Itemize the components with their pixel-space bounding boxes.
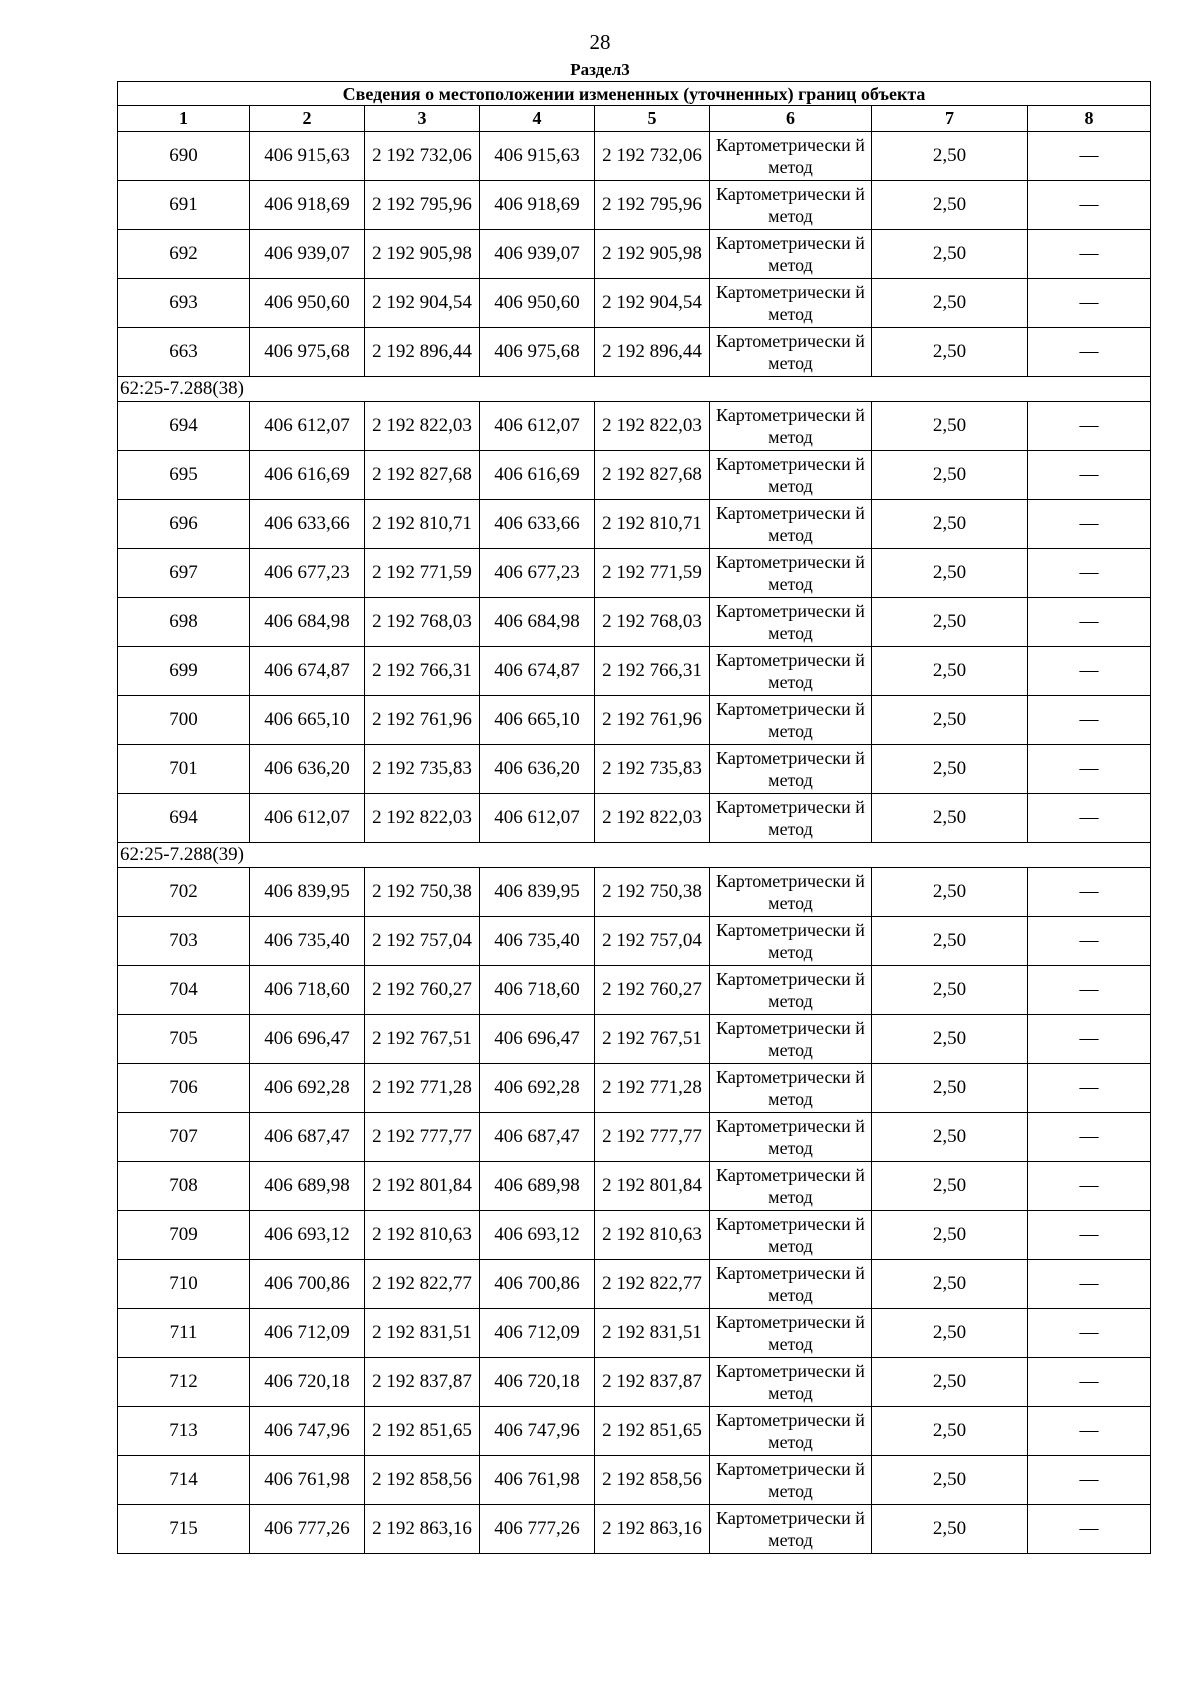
accuracy-cell: 2,50 bbox=[872, 279, 1028, 328]
x-new-cell: 406 718,60 bbox=[480, 966, 595, 1015]
y-new-cell: 2 192 904,54 bbox=[595, 279, 710, 328]
description-cell: — bbox=[1028, 1064, 1151, 1113]
accuracy-cell: 2,50 bbox=[872, 402, 1028, 451]
point-number-cell: 706 bbox=[118, 1064, 250, 1113]
y-new-cell: 2 192 771,59 bbox=[595, 549, 710, 598]
method-cell: Картометрически й метод bbox=[710, 917, 872, 966]
y-new-cell: 2 192 822,03 bbox=[595, 402, 710, 451]
x-new-cell: 406 633,66 bbox=[480, 500, 595, 549]
method-cell: Картометрически й метод bbox=[710, 1064, 872, 1113]
table-row bbox=[118, 500, 1151, 549]
x-new-cell: 406 735,40 bbox=[480, 917, 595, 966]
y-old-cell: 2 192 801,84 bbox=[365, 1162, 480, 1211]
description-cell: — bbox=[1028, 1211, 1151, 1260]
y-old-cell: 2 192 766,31 bbox=[365, 647, 480, 696]
method-cell: Картометрически й метод bbox=[710, 1015, 872, 1064]
table-row bbox=[118, 1162, 1151, 1211]
method-cell: Картометрически й метод bbox=[710, 500, 872, 549]
method-cell: Картометрически й метод bbox=[710, 1260, 872, 1309]
method-cell: Картометрически й метод bbox=[710, 1505, 872, 1554]
x-new-cell: 406 674,87 bbox=[480, 647, 595, 696]
x-old-cell: 406 636,20 bbox=[250, 745, 365, 794]
description-cell: — bbox=[1028, 868, 1151, 917]
y-old-cell: 2 192 822,77 bbox=[365, 1260, 480, 1309]
y-old-cell: 2 192 822,03 bbox=[365, 402, 480, 451]
y-old-cell: 2 192 810,71 bbox=[365, 500, 480, 549]
y-old-cell: 2 192 858,56 bbox=[365, 1456, 480, 1505]
accuracy-cell: 2,50 bbox=[872, 500, 1028, 549]
y-old-cell: 2 192 761,96 bbox=[365, 696, 480, 745]
table-row bbox=[118, 868, 1151, 917]
description-cell: — bbox=[1028, 917, 1151, 966]
point-number-cell: 713 bbox=[118, 1407, 250, 1456]
column-number-2: 2 bbox=[250, 106, 365, 132]
y-old-cell: 2 192 827,68 bbox=[365, 451, 480, 500]
description-cell: — bbox=[1028, 181, 1151, 230]
method-cell: Картометрически й метод bbox=[710, 181, 872, 230]
group-label: 62:25-7.288(39) bbox=[118, 843, 1151, 868]
description-cell: — bbox=[1028, 794, 1151, 843]
y-old-cell: 2 192 732,06 bbox=[365, 132, 480, 181]
point-number-cell: 702 bbox=[118, 868, 250, 917]
description-cell: — bbox=[1028, 132, 1151, 181]
table-row bbox=[118, 647, 1151, 696]
method-cell: Картометрически й метод bbox=[710, 966, 872, 1015]
page-number: 28 bbox=[589, 30, 611, 54]
description-cell: — bbox=[1028, 1015, 1151, 1064]
description-cell: — bbox=[1028, 1505, 1151, 1554]
x-new-cell: 406 689,98 bbox=[480, 1162, 595, 1211]
y-old-cell: 2 192 837,87 bbox=[365, 1358, 480, 1407]
point-number-cell: 708 bbox=[118, 1162, 250, 1211]
y-new-cell: 2 192 761,96 bbox=[595, 696, 710, 745]
section-title: Раздел3 bbox=[570, 60, 630, 79]
point-number-cell: 697 bbox=[118, 549, 250, 598]
table-row bbox=[118, 1015, 1151, 1064]
accuracy-cell: 2,50 bbox=[872, 1162, 1028, 1211]
point-number-cell: 694 bbox=[118, 402, 250, 451]
x-new-cell: 406 700,86 bbox=[480, 1260, 595, 1309]
column-number-4: 4 bbox=[480, 106, 595, 132]
table-row bbox=[118, 1358, 1151, 1407]
x-old-cell: 406 735,40 bbox=[250, 917, 365, 966]
method-cell: Картометрически й метод bbox=[710, 1358, 872, 1407]
method-cell: Картометрически й метод bbox=[710, 794, 872, 843]
x-old-cell: 406 684,98 bbox=[250, 598, 365, 647]
accuracy-cell: 2,50 bbox=[872, 1309, 1028, 1358]
point-number-cell: 693 bbox=[118, 279, 250, 328]
method-cell: Картометрически й метод bbox=[710, 328, 872, 377]
accuracy-cell: 2,50 bbox=[872, 868, 1028, 917]
x-new-cell: 406 939,07 bbox=[480, 230, 595, 279]
table-row bbox=[118, 402, 1151, 451]
x-old-cell: 406 915,63 bbox=[250, 132, 365, 181]
table-row bbox=[118, 181, 1151, 230]
method-cell: Картометрически й метод bbox=[710, 279, 872, 328]
x-new-cell: 406 950,60 bbox=[480, 279, 595, 328]
x-old-cell: 406 839,95 bbox=[250, 868, 365, 917]
y-new-cell: 2 192 757,04 bbox=[595, 917, 710, 966]
x-old-cell: 406 720,18 bbox=[250, 1358, 365, 1407]
x-old-cell: 406 761,98 bbox=[250, 1456, 365, 1505]
method-cell: Картометрически й метод bbox=[710, 132, 872, 181]
y-old-cell: 2 192 777,77 bbox=[365, 1113, 480, 1162]
accuracy-cell: 2,50 bbox=[872, 745, 1028, 794]
y-old-cell: 2 192 757,04 bbox=[365, 917, 480, 966]
point-number-cell: 711 bbox=[118, 1309, 250, 1358]
group-label: 62:25-7.288(38) bbox=[118, 377, 1151, 402]
y-new-cell: 2 192 810,63 bbox=[595, 1211, 710, 1260]
table-row bbox=[118, 696, 1151, 745]
x-old-cell: 406 693,12 bbox=[250, 1211, 365, 1260]
y-new-cell: 2 192 851,65 bbox=[595, 1407, 710, 1456]
point-number-cell: 663 bbox=[118, 328, 250, 377]
point-number-cell: 703 bbox=[118, 917, 250, 966]
x-old-cell: 406 616,69 bbox=[250, 451, 365, 500]
column-number-6: 6 bbox=[710, 106, 872, 132]
description-cell: — bbox=[1028, 230, 1151, 279]
table-row bbox=[118, 1211, 1151, 1260]
y-new-cell: 2 192 766,31 bbox=[595, 647, 710, 696]
accuracy-cell: 2,50 bbox=[872, 328, 1028, 377]
y-old-cell: 2 192 768,03 bbox=[365, 598, 480, 647]
method-cell: Картометрически й метод bbox=[710, 745, 872, 794]
x-old-cell: 406 718,60 bbox=[250, 966, 365, 1015]
x-new-cell: 406 975,68 bbox=[480, 328, 595, 377]
x-old-cell: 406 612,07 bbox=[250, 794, 365, 843]
y-new-cell: 2 192 732,06 bbox=[595, 132, 710, 181]
y-new-cell: 2 192 827,68 bbox=[595, 451, 710, 500]
accuracy-cell: 2,50 bbox=[872, 132, 1028, 181]
point-number-cell: 694 bbox=[118, 794, 250, 843]
table-row bbox=[118, 1407, 1151, 1456]
table-row bbox=[118, 328, 1151, 377]
y-old-cell: 2 192 735,83 bbox=[365, 745, 480, 794]
method-cell: Картометрически й метод bbox=[710, 451, 872, 500]
x-old-cell: 406 939,07 bbox=[250, 230, 365, 279]
point-number-cell: 695 bbox=[118, 451, 250, 500]
description-cell: — bbox=[1028, 745, 1151, 794]
x-old-cell: 406 633,66 bbox=[250, 500, 365, 549]
table-row bbox=[118, 132, 1151, 181]
x-old-cell: 406 950,60 bbox=[250, 279, 365, 328]
method-cell: Картометрически й метод bbox=[710, 696, 872, 745]
description-cell: — bbox=[1028, 500, 1151, 549]
y-new-cell: 2 192 735,83 bbox=[595, 745, 710, 794]
table-row bbox=[118, 917, 1151, 966]
table-row bbox=[118, 1505, 1151, 1554]
x-new-cell: 406 684,98 bbox=[480, 598, 595, 647]
method-cell: Картометрически й метод bbox=[710, 868, 872, 917]
description-cell: — bbox=[1028, 1260, 1151, 1309]
description-cell: — bbox=[1028, 402, 1151, 451]
accuracy-cell: 2,50 bbox=[872, 1358, 1028, 1407]
description-cell: — bbox=[1028, 1358, 1151, 1407]
point-number-cell: 700 bbox=[118, 696, 250, 745]
column-number-8: 8 bbox=[1028, 106, 1151, 132]
point-number-cell: 709 bbox=[118, 1211, 250, 1260]
x-old-cell: 406 689,98 bbox=[250, 1162, 365, 1211]
y-old-cell: 2 192 851,65 bbox=[365, 1407, 480, 1456]
x-old-cell: 406 700,86 bbox=[250, 1260, 365, 1309]
y-new-cell: 2 192 822,03 bbox=[595, 794, 710, 843]
y-new-cell: 2 192 858,56 bbox=[595, 1456, 710, 1505]
column-number-row bbox=[118, 106, 1151, 132]
group-row bbox=[118, 843, 1151, 868]
accuracy-cell: 2,50 bbox=[872, 917, 1028, 966]
column-number-5: 5 bbox=[595, 106, 710, 132]
x-new-cell: 406 665,10 bbox=[480, 696, 595, 745]
y-new-cell: 2 192 810,71 bbox=[595, 500, 710, 549]
y-old-cell: 2 192 771,28 bbox=[365, 1064, 480, 1113]
method-cell: Картометрически й метод bbox=[710, 1113, 872, 1162]
x-old-cell: 406 677,23 bbox=[250, 549, 365, 598]
accuracy-cell: 2,50 bbox=[872, 1064, 1028, 1113]
point-number-cell: 705 bbox=[118, 1015, 250, 1064]
point-number-cell: 692 bbox=[118, 230, 250, 279]
y-new-cell: 2 192 905,98 bbox=[595, 230, 710, 279]
method-cell: Картометрически й метод bbox=[710, 402, 872, 451]
point-number-cell: 710 bbox=[118, 1260, 250, 1309]
y-old-cell: 2 192 771,59 bbox=[365, 549, 480, 598]
accuracy-cell: 2,50 bbox=[872, 966, 1028, 1015]
accuracy-cell: 2,50 bbox=[872, 696, 1028, 745]
table-row bbox=[118, 549, 1151, 598]
x-old-cell: 406 712,09 bbox=[250, 1309, 365, 1358]
description-cell: — bbox=[1028, 696, 1151, 745]
y-old-cell: 2 192 863,16 bbox=[365, 1505, 480, 1554]
group-row bbox=[118, 377, 1151, 402]
accuracy-cell: 2,50 bbox=[872, 1015, 1028, 1064]
x-new-cell: 406 712,09 bbox=[480, 1309, 595, 1358]
x-old-cell: 406 692,28 bbox=[250, 1064, 365, 1113]
x-old-cell: 406 918,69 bbox=[250, 181, 365, 230]
y-new-cell: 2 192 822,77 bbox=[595, 1260, 710, 1309]
x-new-cell: 406 915,63 bbox=[480, 132, 595, 181]
point-number-cell: 699 bbox=[118, 647, 250, 696]
y-old-cell: 2 192 896,44 bbox=[365, 328, 480, 377]
y-old-cell: 2 192 750,38 bbox=[365, 868, 480, 917]
table-row bbox=[118, 794, 1151, 843]
column-number-1: 1 bbox=[118, 106, 250, 132]
point-number-cell: 707 bbox=[118, 1113, 250, 1162]
y-new-cell: 2 192 837,87 bbox=[595, 1358, 710, 1407]
method-cell: Картометрически й метод bbox=[710, 647, 872, 696]
point-number-cell: 712 bbox=[118, 1358, 250, 1407]
x-new-cell: 406 696,47 bbox=[480, 1015, 595, 1064]
y-new-cell: 2 192 750,38 bbox=[595, 868, 710, 917]
y-old-cell: 2 192 795,96 bbox=[365, 181, 480, 230]
description-cell: — bbox=[1028, 451, 1151, 500]
y-old-cell: 2 192 760,27 bbox=[365, 966, 480, 1015]
x-old-cell: 406 665,10 bbox=[250, 696, 365, 745]
x-new-cell: 406 839,95 bbox=[480, 868, 595, 917]
y-new-cell: 2 192 801,84 bbox=[595, 1162, 710, 1211]
method-cell: Картометрически й метод bbox=[710, 549, 872, 598]
x-new-cell: 406 777,26 bbox=[480, 1505, 595, 1554]
y-new-cell: 2 192 767,51 bbox=[595, 1015, 710, 1064]
table-row bbox=[118, 451, 1151, 500]
point-number-cell: 715 bbox=[118, 1505, 250, 1554]
y-new-cell: 2 192 795,96 bbox=[595, 181, 710, 230]
method-cell: Картометрически й метод bbox=[710, 1162, 872, 1211]
accuracy-cell: 2,50 bbox=[872, 1407, 1028, 1456]
x-new-cell: 406 616,69 bbox=[480, 451, 595, 500]
description-cell: — bbox=[1028, 966, 1151, 1015]
description-cell: — bbox=[1028, 279, 1151, 328]
column-number-3: 3 bbox=[365, 106, 480, 132]
y-new-cell: 2 192 863,16 bbox=[595, 1505, 710, 1554]
accuracy-cell: 2,50 bbox=[872, 1456, 1028, 1505]
description-cell: — bbox=[1028, 328, 1151, 377]
accuracy-cell: 2,50 bbox=[872, 794, 1028, 843]
y-old-cell: 2 192 767,51 bbox=[365, 1015, 480, 1064]
description-cell: — bbox=[1028, 647, 1151, 696]
accuracy-cell: 2,50 bbox=[872, 1113, 1028, 1162]
method-cell: Картометрически й метод bbox=[710, 1309, 872, 1358]
accuracy-cell: 2,50 bbox=[872, 549, 1028, 598]
x-old-cell: 406 777,26 bbox=[250, 1505, 365, 1554]
x-old-cell: 406 687,47 bbox=[250, 1113, 365, 1162]
description-cell: — bbox=[1028, 1309, 1151, 1358]
x-old-cell: 406 696,47 bbox=[250, 1015, 365, 1064]
y-old-cell: 2 192 831,51 bbox=[365, 1309, 480, 1358]
accuracy-cell: 2,50 bbox=[872, 598, 1028, 647]
y-new-cell: 2 192 896,44 bbox=[595, 328, 710, 377]
accuracy-cell: 2,50 bbox=[872, 181, 1028, 230]
table-row bbox=[118, 230, 1151, 279]
point-number-cell: 691 bbox=[118, 181, 250, 230]
table-row bbox=[118, 1309, 1151, 1358]
y-old-cell: 2 192 905,98 bbox=[365, 230, 480, 279]
table-caption-row bbox=[118, 82, 1151, 106]
x-new-cell: 406 677,23 bbox=[480, 549, 595, 598]
accuracy-cell: 2,50 bbox=[872, 647, 1028, 696]
x-new-cell: 406 747,96 bbox=[480, 1407, 595, 1456]
accuracy-cell: 2,50 bbox=[872, 230, 1028, 279]
accuracy-cell: 2,50 bbox=[872, 1260, 1028, 1309]
point-number-cell: 696 bbox=[118, 500, 250, 549]
table-row bbox=[118, 966, 1151, 1015]
x-new-cell: 406 720,18 bbox=[480, 1358, 595, 1407]
y-old-cell: 2 192 810,63 bbox=[365, 1211, 480, 1260]
method-cell: Картометрически й метод bbox=[710, 1456, 872, 1505]
point-number-cell: 701 bbox=[118, 745, 250, 794]
table-row bbox=[118, 598, 1151, 647]
y-new-cell: 2 192 777,77 bbox=[595, 1113, 710, 1162]
point-number-cell: 698 bbox=[118, 598, 250, 647]
table-row bbox=[118, 745, 1151, 794]
x-new-cell: 406 693,12 bbox=[480, 1211, 595, 1260]
table-row bbox=[118, 1113, 1151, 1162]
y-new-cell: 2 192 771,28 bbox=[595, 1064, 710, 1113]
table-body bbox=[118, 132, 1151, 1554]
x-old-cell: 406 674,87 bbox=[250, 647, 365, 696]
x-new-cell: 406 636,20 bbox=[480, 745, 595, 794]
point-number-cell: 690 bbox=[118, 132, 250, 181]
description-cell: — bbox=[1028, 1456, 1151, 1505]
description-cell: — bbox=[1028, 1407, 1151, 1456]
table-row bbox=[118, 1456, 1151, 1505]
accuracy-cell: 2,50 bbox=[872, 451, 1028, 500]
x-new-cell: 406 692,28 bbox=[480, 1064, 595, 1113]
x-old-cell: 406 975,68 bbox=[250, 328, 365, 377]
y-new-cell: 2 192 831,51 bbox=[595, 1309, 710, 1358]
point-number-cell: 714 bbox=[118, 1456, 250, 1505]
method-cell: Картометрически й метод bbox=[710, 1211, 872, 1260]
x-old-cell: 406 612,07 bbox=[250, 402, 365, 451]
y-new-cell: 2 192 760,27 bbox=[595, 966, 710, 1015]
table-caption: Сведения о местоположении измененных (уточненных) границ объекта bbox=[118, 82, 1151, 106]
x-new-cell: 406 918,69 bbox=[480, 181, 595, 230]
method-cell: Картометрически й метод bbox=[710, 1407, 872, 1456]
column-number-7: 7 bbox=[872, 106, 1028, 132]
coordinates-table bbox=[117, 81, 1151, 1554]
description-cell: — bbox=[1028, 1162, 1151, 1211]
accuracy-cell: 2,50 bbox=[872, 1505, 1028, 1554]
description-cell: — bbox=[1028, 549, 1151, 598]
point-number-cell: 704 bbox=[118, 966, 250, 1015]
x-new-cell: 406 612,07 bbox=[480, 402, 595, 451]
x-old-cell: 406 747,96 bbox=[250, 1407, 365, 1456]
x-new-cell: 406 687,47 bbox=[480, 1113, 595, 1162]
x-new-cell: 406 612,07 bbox=[480, 794, 595, 843]
description-cell: — bbox=[1028, 598, 1151, 647]
table-row bbox=[118, 279, 1151, 328]
accuracy-cell: 2,50 bbox=[872, 1211, 1028, 1260]
method-cell: Картометрически й метод bbox=[710, 230, 872, 279]
method-cell: Картометрически й метод bbox=[710, 598, 872, 647]
y-new-cell: 2 192 768,03 bbox=[595, 598, 710, 647]
x-new-cell: 406 761,98 bbox=[480, 1456, 595, 1505]
y-old-cell: 2 192 904,54 bbox=[365, 279, 480, 328]
y-old-cell: 2 192 822,03 bbox=[365, 794, 480, 843]
description-cell: — bbox=[1028, 1113, 1151, 1162]
table-row bbox=[118, 1260, 1151, 1309]
table-row bbox=[118, 1064, 1151, 1113]
